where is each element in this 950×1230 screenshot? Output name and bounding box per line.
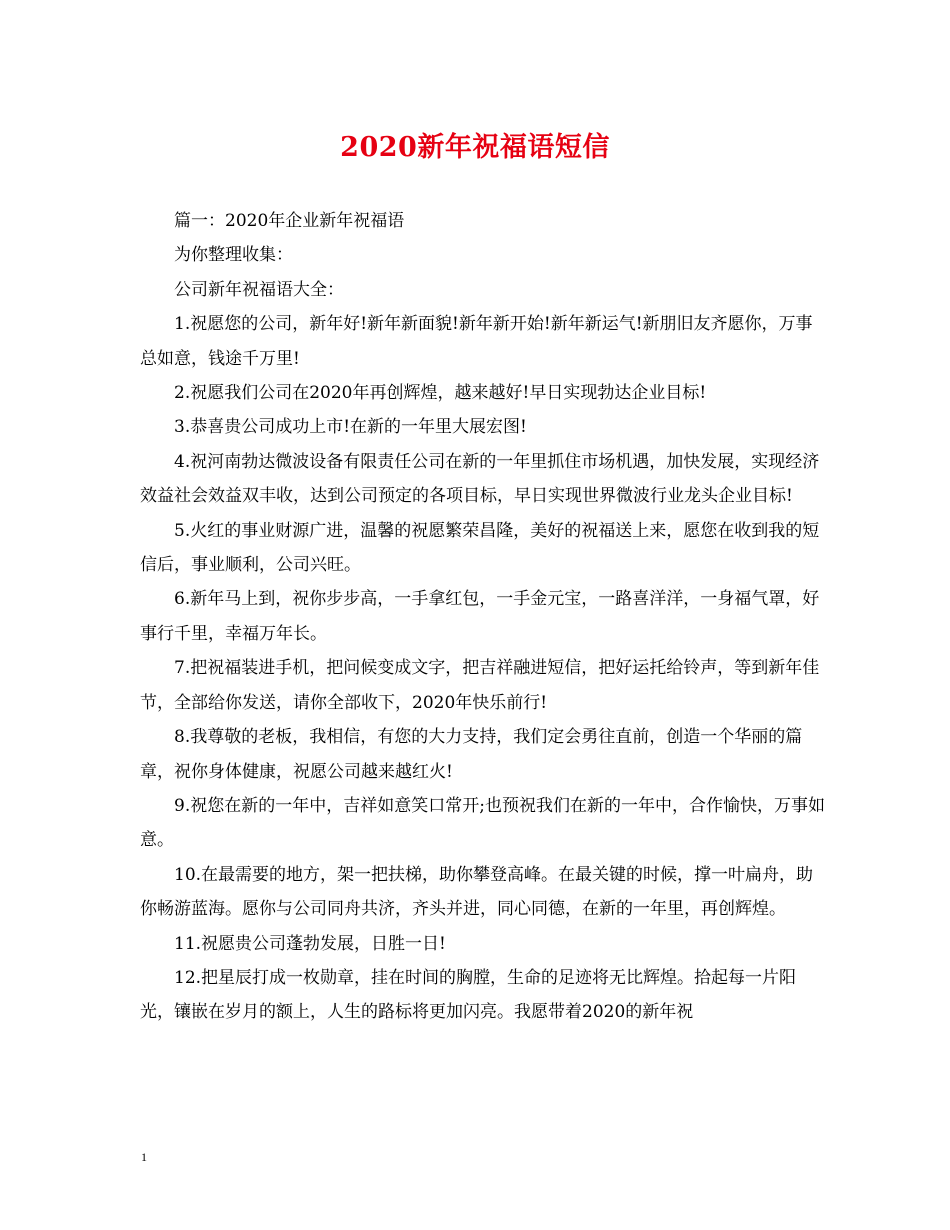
paragraph: 12.把星辰打成一枚勋章，挂在时间的胸膛，生命的足迹将无比辉煌。拾起每一片阳光，镶嵌在岁月的额上，人生的路标将更加闪亮。我愿带着2020的新年祝 [140, 967, 797, 1023]
paragraph: 4.祝河南勃达微波设备有限责任公司在新的一年里抓住市场机遇，加快发展，实现经济效益社会效益双丰收，达到公司预定的各项目标，早日实现世界微波行业龙头企业目标! [140, 451, 820, 507]
paragraph: 为你整理收集： [174, 245, 293, 266]
page-number: 1 [141, 1150, 147, 1164]
paragraph: 8.我尊敬的老板，我相信，有您的大力支持，我们定会勇往直前，创造一个华丽的篇章，祝你身体健康，祝愿公司越来越红火! [140, 727, 803, 782]
paragraph: 6.新年马上到，祝你步步高，一手拿红包，一手金元宝，一路喜洋洋，一身福气罩，好事行千里，幸福万年长。 [140, 589, 820, 644]
paragraph: 公司新年祝福语大全： [174, 279, 344, 300]
paragraph: 5.火红的事业财源广进，温馨的祝愿繁荣昌隆，美好的祝福送上来，愿您在收到我的短信后，事业顺利，公司兴旺。 [140, 520, 820, 576]
section-heading: 篇一：2020年企业新年祝福语 [174, 211, 405, 231]
paragraph: 10.在最需要的地方，架一把扶梯，助你攀登高峰。在最关键的时候，撑一叶扁舟，助你畅游蓝海。愿你与公司同舟共济，齐头并进，同心同德，在新的一年里，再创辉煌。 [140, 864, 814, 920]
paragraph: 9.祝您在新的一年中，吉祥如意笑口常开;也预祝我们在新的一年中，合作愉快，万事如意。 [140, 795, 825, 851]
paragraph: 11.祝愿贵公司蓬勃发展，日胜一日! [174, 933, 446, 954]
document-title: 2020新年祝福语短信 [340, 132, 610, 163]
paragraph: 3.恭喜贵公司成功上市!在新的一年里大展宏图! [174, 417, 527, 438]
paragraph: 2.祝愿我们公司在2020年再创辉煌，越来越好!早日实现勃达企业目标! [174, 383, 707, 404]
paragraph: 1.祝愿您的公司，新年好!新年新面貌!新年新开始!新年新运气!新朋旧友齐愿你，万事总如意，钱途千万里! [140, 314, 813, 369]
paragraph: 7.把祝福装进手机，把问候变成文字，把吉祥融进短信，把好运托给铃声，等到新年佳节，全部给你发送，请你全部收下，2020年快乐前行! [140, 658, 820, 713]
document-body [140, 204, 826, 1030]
